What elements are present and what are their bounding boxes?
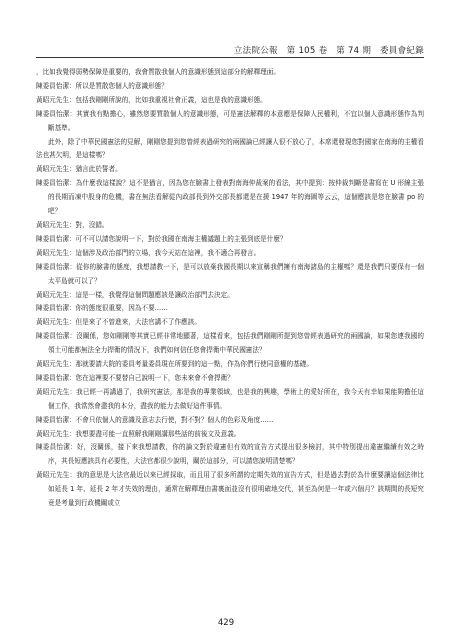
transcript-paragraph: 陳委員怡潔：從你的臉書的態度，我想請教一下，是可以放棄我國長期以來宣稱我們擁有南海諸島的主權嗎？還是我們只要保有一個太平島就可以了？	[36, 262, 424, 285]
transcript-paragraph: 陳委員怡潔：可不可以請您說明一下，對於我國在南海主權議題上的主張到底是什麼？	[36, 234, 287, 243]
transcript-paragraph: 此外，除了中華民國憲法的見解，剛剛您提到您曾經表過研究的兩國論已經讓人很不放心了，本席還發現您對國家在南海的主權看法也甚欠明，是這樣嗎？	[36, 137, 424, 160]
transcript-paragraph: 黃昭元先生：那就要請大院的委員考量委員現在所要到的這一點，作為你們行使同意權的基礎。	[36, 360, 313, 369]
transcript-paragraph: 黃昭元先生：我已經一再講過了，我研究憲法，那是我的專業領域，也是我的興趣，學術上的愛好所在，我今天有幸如果能夠擔任這個工作，我當然會盡我的本分，盡我的能力去做好這件事情。	[36, 387, 424, 410]
transcript-paragraph: 陳委員怡潔：沒關係，您如剛剛等其實已經非常地顯著，這樣看來，包括我們剛剛所提到您曾經表過研究的兩國論，如果您連我國的領土可能都無法全力捍衛的情況下，我們如何信任您會捍衛中華民國憲法？	[36, 332, 424, 355]
transcript-paragraph: 陳委員怡潔：您在這裡要不要替自己說明一下，您未來會不會捍衛？	[36, 373, 234, 382]
transcript-paragraph: 黃昭元先生：對，沒錯。	[36, 220, 109, 229]
transcript-paragraph: 陳委員怡潔：所以是質散您個人的意識形態？	[36, 81, 168, 90]
transcript-paragraph: 黃昭元先生：猶言此於誓者。	[36, 165, 122, 174]
transcript-paragraph: 陳委員怡潔：其實我有點擔心，雖然您要質散個人的意識形態，可是憲法解釋的本意應是保障人民權利，不宜以個人意識形態作為判斷基準。	[36, 109, 424, 132]
transcript-paragraph: 陳委員怡潔：好，沒關係，接下來我想請教，你的論文對於違憲但有效的宣告方式提出很多檢討，其中特別提出違憲繼續有效之時序，其長短應該具有必要性，大法官都很少說明，關於這部分，可以請您說明清楚嗎？	[36, 443, 424, 466]
transcript-paragraph: 陳委員怡潔：你的態度很重要，因為不要……	[36, 304, 168, 313]
transcript-paragraph: 黃昭元先生：我的意思是大法官最近以來已經採取，而且用了很多所謂的定期失效的宣告方式，但是過去對於為什麼要讓這個法律比如延長 1 年、延長 2 年才失效的理由，通常在解釋理由書裏面並沒有很明確地交代，甚至為何是一年或六個月？該期間的長短究竟是考量到行政機關或立	[36, 471, 424, 508]
page-header: 立法院公報 第 105 卷 第 74 期 委員會紀錄	[233, 46, 424, 56]
transcript-paragraph: 黃昭元先生：包括我剛剛所說的，比如我重視社會正義，這也是我的意識形態。	[36, 95, 267, 104]
transcript-paragraph: ，比如我覺得弱勢保障是重要的，我會質散我個人的意識形態到這部分的解釋理面。	[36, 68, 280, 76]
page-number: 429	[217, 618, 235, 628]
transcript-body	[36, 66, 424, 511]
transcript-paragraph: 黃昭元先生：我想要盡可能一直照解我剛剛講那些話的前後文及意義。	[36, 429, 241, 438]
transcript-paragraph: 黃昭元先生：這個涉及政治部門的立場，我今天站在這裡，我不適合再發言。	[36, 248, 261, 257]
transcript-paragraph: 黃昭元先生：這是一樣，我覺得這個問題應該是讓政治部門去決定。	[36, 290, 234, 299]
transcript-paragraph: 陳委員怡潔：為什麼我這樣說？這不是猶言，因為您在臉書上發表對南海仲裁案的看法，其中提到：按仲裁判斷是書寫在 U 形線主張的長期而凍中股身的危機，書在無法看解從內政部長到外交部長都還是在援 1947 年的海圖等云云，這個應該是您在臉書 po 的吧？	[36, 179, 424, 216]
transcript-paragraph: 黃昭元先生：但是來了不曾進來，大法官講不了作應該。	[36, 318, 201, 327]
transcript-paragraph: 陳委員怡潔：不會只依個人的意識及意志去行使，對不對？個人的色彩及角度……	[36, 415, 274, 424]
header-rule	[36, 57, 424, 58]
